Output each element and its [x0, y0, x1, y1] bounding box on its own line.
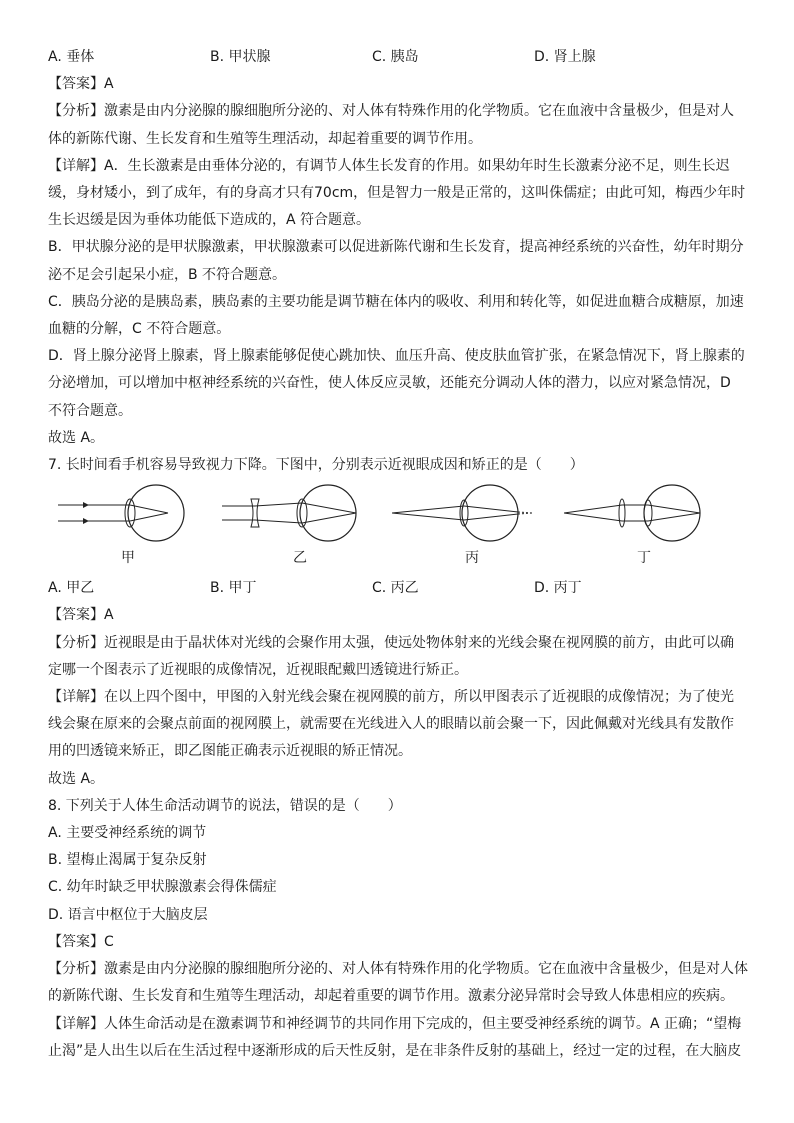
hyperopic-eye-icon [392, 479, 552, 549]
q7-detail-line: 【详解】在以上四个图中，甲图的入射光线会聚在视网膜的前方，所以甲图表示了近视眼的成像情况；为了使光 [48, 689, 734, 706]
caption-bing: 丙 [465, 550, 479, 567]
eye-diagram-jia [48, 479, 208, 575]
q7-option-d[interactable]: D. 丙丁 [534, 580, 582, 597]
q8-option-d[interactable]: D. 语言中枢位于大脑皮层 [48, 906, 208, 923]
caption-yi: 乙 [293, 550, 307, 567]
q7-option-b[interactable]: B. 甲丁 [210, 580, 257, 597]
concave-lens-correction-icon [220, 479, 380, 549]
q7-conclusion: 故选 A。 [48, 770, 105, 787]
q6-detail-line: 分泌增加，可以增加中枢神经系统的兴奋性，使人体反应灵敏，还能充分调动人体的潜力，以应对紧急情况，D [48, 375, 731, 392]
q7-option-a[interactable]: A. 甲乙 [48, 580, 95, 597]
document-page [48, 44, 754, 1065]
q7-options [48, 575, 754, 602]
caption-jia: 甲 [121, 550, 135, 567]
q8-option-c[interactable]: C. 幼年时缺乏甲状腺激素会得侏儒症 [48, 879, 277, 896]
q8-answer: 【答案】C [48, 933, 114, 950]
q6-detail-line: 【详解】A．生长激素是由垂体分泌的，有调节人体生长发育的作用。如果幼年时生长激素分泌不足，则生长迟 [48, 157, 730, 174]
myopic-eye-icon [48, 479, 208, 549]
q6-detail-line: 泌不足会引起呆小症，B 不符合题意。 [48, 266, 287, 283]
q8-detail-line: 【详解】人体生命活动是在激素调节和神经调节的共同作用下完成的，但主要受神经系统的调节。A 正确；“望梅 [48, 1015, 742, 1032]
q7-answer: 【答案】A [48, 607, 114, 624]
q7-analysis-line: 定哪一个图表示了近视眼的成像情况，近视眼配戴凹透镜进行矫正。 [48, 661, 468, 678]
q7-detail-line: 线会聚在原来的会聚点前面的视网膜上，就需要在光线进入人的眼睛以前会聚一下，因此佩戴对光线具有发散作 [48, 716, 734, 733]
q6-analysis-line: 【分析】激素是由内分泌腺的腺细胞所分泌的、对人体有特殊作用的化学物质。它在血液中含量极少，但是对人 [48, 103, 734, 120]
q6-option-b[interactable]: B. 甲状腺 [210, 49, 271, 65]
q7-analysis-line: 【分析】近视眼是由于晶状体对光线的会聚作用太强，使远处物体射来的光线会聚在视网膜的前方，由此可以确 [48, 634, 734, 651]
q7-eye-diagrams [48, 479, 754, 575]
q6-option-a[interactable]: A. 垂体 [48, 49, 95, 65]
q6-detail-line: D．肾上腺分泌肾上腺素，肾上腺素能够促使心跳加快、血压升高、使皮肤血管扩张，在紧急情况下，肾上腺素的 [48, 348, 745, 365]
q6-option-c[interactable]: C. 胰岛 [372, 49, 419, 65]
q8-option-b[interactable]: B. 望梅止渴属于复杂反射 [48, 852, 207, 869]
q6-option-d[interactable]: D. 肾上腺 [534, 49, 596, 65]
q7-detail-line: 用的凹透镜来矫正，即乙图能正确表示近视眼的矫正情况。 [48, 743, 412, 760]
caption-ding: 丁 [637, 550, 651, 567]
q6-detail-line: B．甲状腺分泌的是甲状腺激素，甲状腺激素可以促进新陈代谢和生长发育，提高神经系统的兴奋性，幼年时期分 [48, 239, 744, 256]
q8-stem: 8. 下列关于人体生命活动调节的说法，错误的是（ ） [48, 797, 402, 814]
eye-diagram-yi [220, 479, 380, 575]
q7-option-c[interactable]: C. 丙乙 [372, 580, 419, 597]
q6-detail-line: 生长迟缓是因为垂体功能低下造成的，A 符合题意。 [48, 212, 371, 229]
q6-conclusion: 故选 A。 [48, 429, 105, 446]
q8-analysis-line: 的新陈代谢、生长发育和生殖等生理活动，却起着重要的调节作用。激素分泌异常时会导致人体患相应的疾病。 [48, 988, 734, 1005]
convex-lens-correction-icon [564, 479, 724, 549]
q6-detail-line: 血糖的分解，C 不符合题意。 [48, 321, 231, 338]
q8-detail-line: 止渴”是人出生以后在生活过程中逐渐形成的后天性反射，是在非条件反射的基础上，经过一定的过程，在大脑皮 [48, 1042, 742, 1059]
q6-detail-line: 不符合题意。 [48, 402, 132, 419]
q6-options [48, 44, 754, 71]
q7-stem: 7. 长时间看手机容易导致视力下降。下图中，分别表示近视眼成因和矫正的是（ ） [48, 457, 584, 474]
q6-analysis-line: 体的新陈代谢、生长发育和生殖等生理活动，却起着重要的调节作用。 [48, 130, 482, 147]
eye-diagram-bing [392, 479, 552, 575]
q8-option-a[interactable]: A. 主要受神经系统的调节 [48, 825, 207, 842]
q6-detail-line: C．胰岛分泌的是胰岛素，胰岛素的主要功能是调节糖在体内的吸收、利用和转化等，如促进血糖合成糖原，加速 [48, 293, 744, 310]
eye-diagram-ding [564, 479, 724, 575]
q8-analysis-line: 【分析】激素是由内分泌腺的腺细胞所分泌的、对人体有特殊作用的化学物质。它在血液中含量极少，但是对人体 [48, 961, 748, 978]
q6-answer: 【答案】A [48, 76, 114, 93]
q6-detail-line: 缓，身材矮小，到了成年，有的身高才只有70cm，但是智力一般是正常的，这叫侏儒症；由此可知，梅西少年时 [48, 185, 746, 202]
